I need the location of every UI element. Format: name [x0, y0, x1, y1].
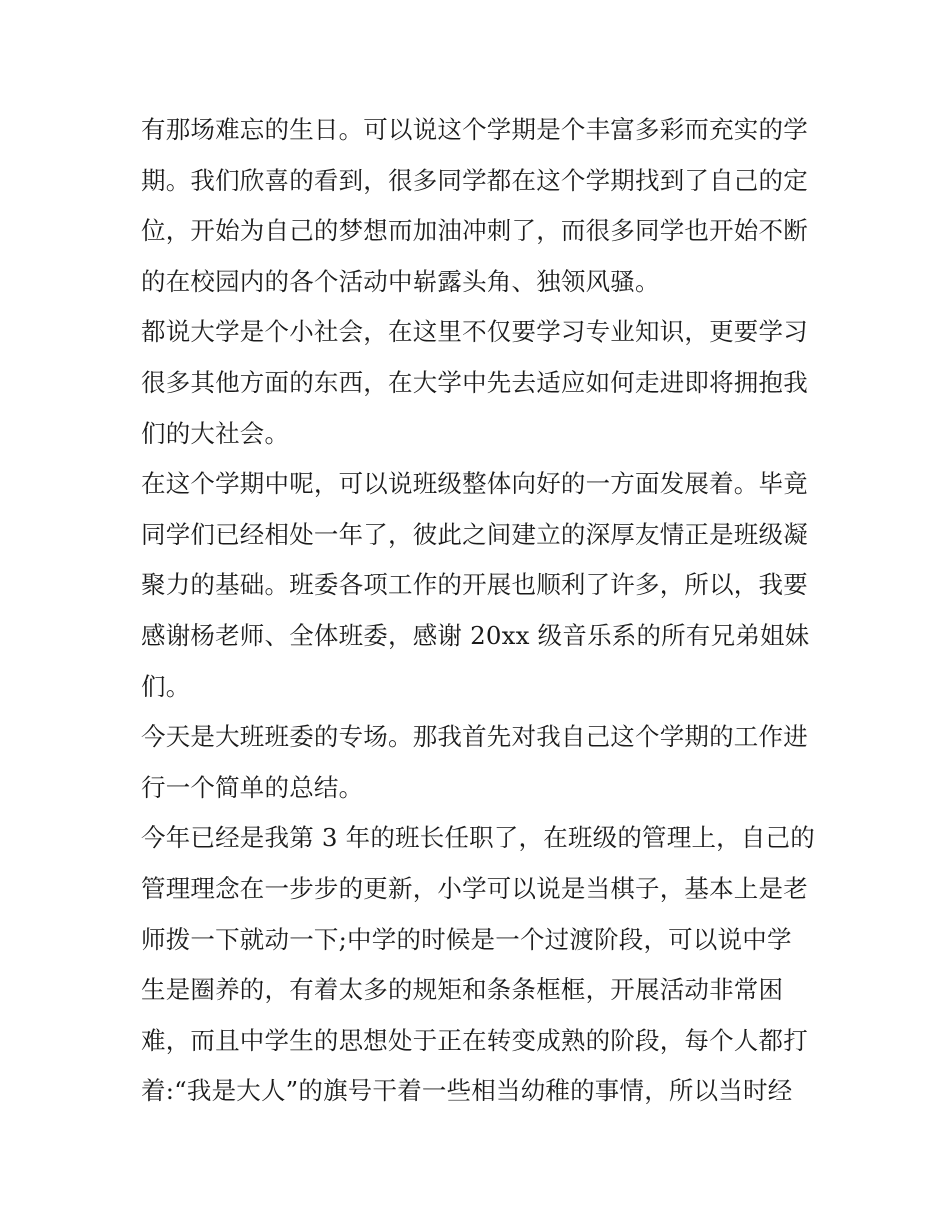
text-line: 今天是大班班委的专场。那我首先对我自己这个学期的工作进 — [141, 722, 808, 752]
text-line: 的在校园内的各个活动中崭露头角、独领风骚。 — [141, 266, 660, 296]
text-line: 管理理念在一步步的更新，小学可以说是当棋子，基本上是老 — [141, 873, 808, 903]
text-line: 聚力的基础。班委各项工作的开展也顺利了许多，所以，我要 — [141, 570, 808, 600]
text-line: 位，开始为自己的梦想而加油冲刺了，而很多同学也开始不断 — [141, 216, 808, 246]
text-line: 今年已经是我第 3 年的班长任职了，在班级的管理上，自己的 — [141, 823, 815, 853]
text-line: 生是圈养的，有着太多的规矩和条条框框，开展活动非常困 — [141, 975, 784, 1005]
text-line: 都说大学是个小社会，在这里不仅要学习专业知识，更要学习 — [141, 317, 808, 347]
text-line: 们的大社会。 — [141, 418, 290, 448]
text-line: 师拨一下就动一下;中学的时候是一个过渡阶段，可以说中学 — [141, 924, 792, 954]
document-body — [141, 105, 821, 1117]
text-line: 们。 — [141, 671, 191, 701]
text-line: 着:“我是大人”的旗号干着一些相当幼稚的事情，所以当时经 — [141, 1076, 793, 1106]
text-line: 有那场难忘的生日。可以说这个学期是个丰富多彩而充实的学 — [141, 115, 808, 144]
text-line: 很多其他方面的东西，在大学中先去适应如何走进即将拥抱我 — [141, 367, 808, 397]
text-line: 难，而且中学生的思想处于正在转变成熟的阶段，每个人都打 — [141, 1025, 808, 1055]
text-line: 行一个简单的总结。 — [141, 772, 364, 802]
text-line: 同学们已经相处一年了，彼此之间建立的深厚友情正是班级凝 — [141, 519, 808, 549]
text-line: 感谢杨老师、全体班委，感谢 20xx 级音乐系的所有兄弟姐妹 — [141, 620, 810, 650]
text-line: 期。我们欣喜的看到，很多同学都在这个学期找到了自己的定 — [141, 165, 808, 195]
text-line: 在这个学期中呢，可以说班级整体向好的一方面发展着。毕竟 — [141, 469, 808, 499]
